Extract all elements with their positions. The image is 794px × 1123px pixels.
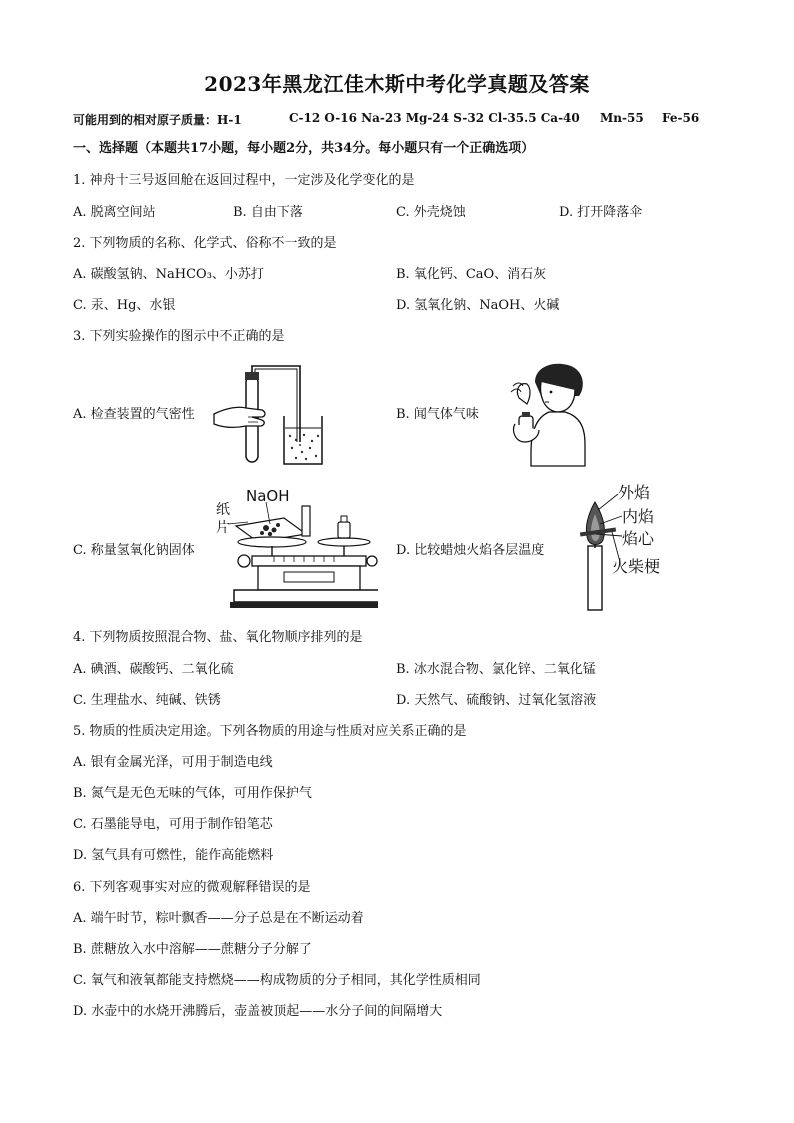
question-4-option-b: B. 冰水混合物、氯化锌、二氧化锰 (396, 662, 596, 677)
question-2-option-b: B. 氧化钙、CaO、消石灰 (396, 267, 547, 282)
question-4-option-c: C. 生理盐水、纯碱、铁锈 (73, 693, 221, 708)
question-2-option-c: C. 汞、Hg、水银 (73, 298, 176, 313)
figure-smelling-gas (505, 360, 593, 468)
question-3-stem: 3. 下列实验操作的图示中不正确的是 (73, 329, 285, 344)
figure-candle-flame (578, 484, 682, 612)
question-1-option-a: A. 脱离空间站 (73, 205, 156, 220)
question-2-option-d: D. 氢氧化钠、NaOH、火碱 (396, 298, 560, 313)
question-2-stem: 2. 下列物质的名称、化学式、俗称不一致的是 (73, 236, 337, 251)
question-4-option-a: A. 碘酒、碳酸钙、二氧化硫 (73, 662, 234, 677)
section-heading: 一、选择题（本题共17小题，每小题2分，共34分。每小题只有一个正确选项） (73, 141, 535, 156)
naoh-label: NaOH (246, 487, 290, 505)
question-5-option-a: A. 银有金属光泽，可用于制造电线 (73, 755, 273, 770)
paper-label-1: 纸 (216, 502, 230, 518)
question-6-option-b: B. 蔗糖放入水中溶解——蔗糖分子分解了 (73, 942, 312, 957)
question-3-option-b: B. 闻气体气味 (396, 407, 479, 422)
outer-flame-label: 外焰 (618, 484, 651, 502)
question-6-option-c: C. 氧气和液氧都能支持燃烧——构成物质的分子相同，其化学性质相同 (73, 973, 481, 988)
figure-weighing-naoh (214, 486, 378, 612)
question-3-option-a: A. 检查装置的气密性 (73, 407, 195, 422)
atomic-mass-label: 可能用到的相对原子质量：H-1 (73, 113, 242, 127)
page-title: 2023年黑龙江佳木斯中考化学真题及答案 (204, 72, 590, 96)
question-3-option-c: C. 称量氢氧化钠固体 (73, 543, 195, 558)
question-6-option-a: A. 端午时节，粽叶飘香——分子总是在不断运动着 (73, 911, 364, 926)
paper-label-2: 片 (216, 520, 230, 536)
question-5-option-d: D. 氢气具有可燃性，能作高能燃料 (73, 848, 274, 863)
question-5-option-c: C. 石墨能导电，可用于制作铅笔芯 (73, 817, 273, 832)
question-2-option-a: A. 碳酸氢钠、NaHCO₃、小苏打 (73, 267, 264, 282)
question-1-option-b: B. 自由下落 (233, 205, 303, 220)
question-6-stem: 6. 下列客观事实对应的微观解释错误的是 (73, 880, 311, 895)
flame-core-label: 焰心 (622, 529, 655, 548)
question-6-option-d: D. 水壶中的水烧开沸腾后，壶盖被顶起——水分子间的间隔增大 (73, 1004, 443, 1019)
question-3-option-d: D. 比较蜡烛火焰各层温度 (396, 543, 545, 558)
atomic-mass-mn: Mn-55 (600, 111, 644, 125)
question-4-stem: 4. 下列物质按照混合物、盐、氧化物顺序排列的是 (73, 630, 363, 645)
question-4-option-d: D. 天然气、硫酸钠、过氧化氢溶液 (396, 693, 597, 708)
figure-airtightness-check (212, 362, 324, 468)
atomic-mass-fe: Fe-56 (662, 111, 700, 125)
question-5-option-b: B. 氮气是无色无味的气体，可用作保护气 (73, 786, 312, 801)
inner-flame-label: 内焰 (622, 507, 655, 526)
match-stick-label: 火柴梗 (612, 557, 661, 576)
question-5-stem: 5. 物质的性质决定用途。下列各物质的用途与性质对应关系正确的是 (73, 724, 467, 739)
atomic-mass-main: C-12 O-16 Na-23 Mg-24 S-32 Cl-35.5 Ca-40 (289, 111, 580, 125)
question-1-option-c: C. 外壳烧蚀 (396, 205, 466, 220)
question-1-option-d: D. 打开降落伞 (559, 205, 643, 220)
question-1-stem: 1. 神舟十三号返回舱在返回过程中，一定涉及化学变化的是 (73, 173, 415, 188)
